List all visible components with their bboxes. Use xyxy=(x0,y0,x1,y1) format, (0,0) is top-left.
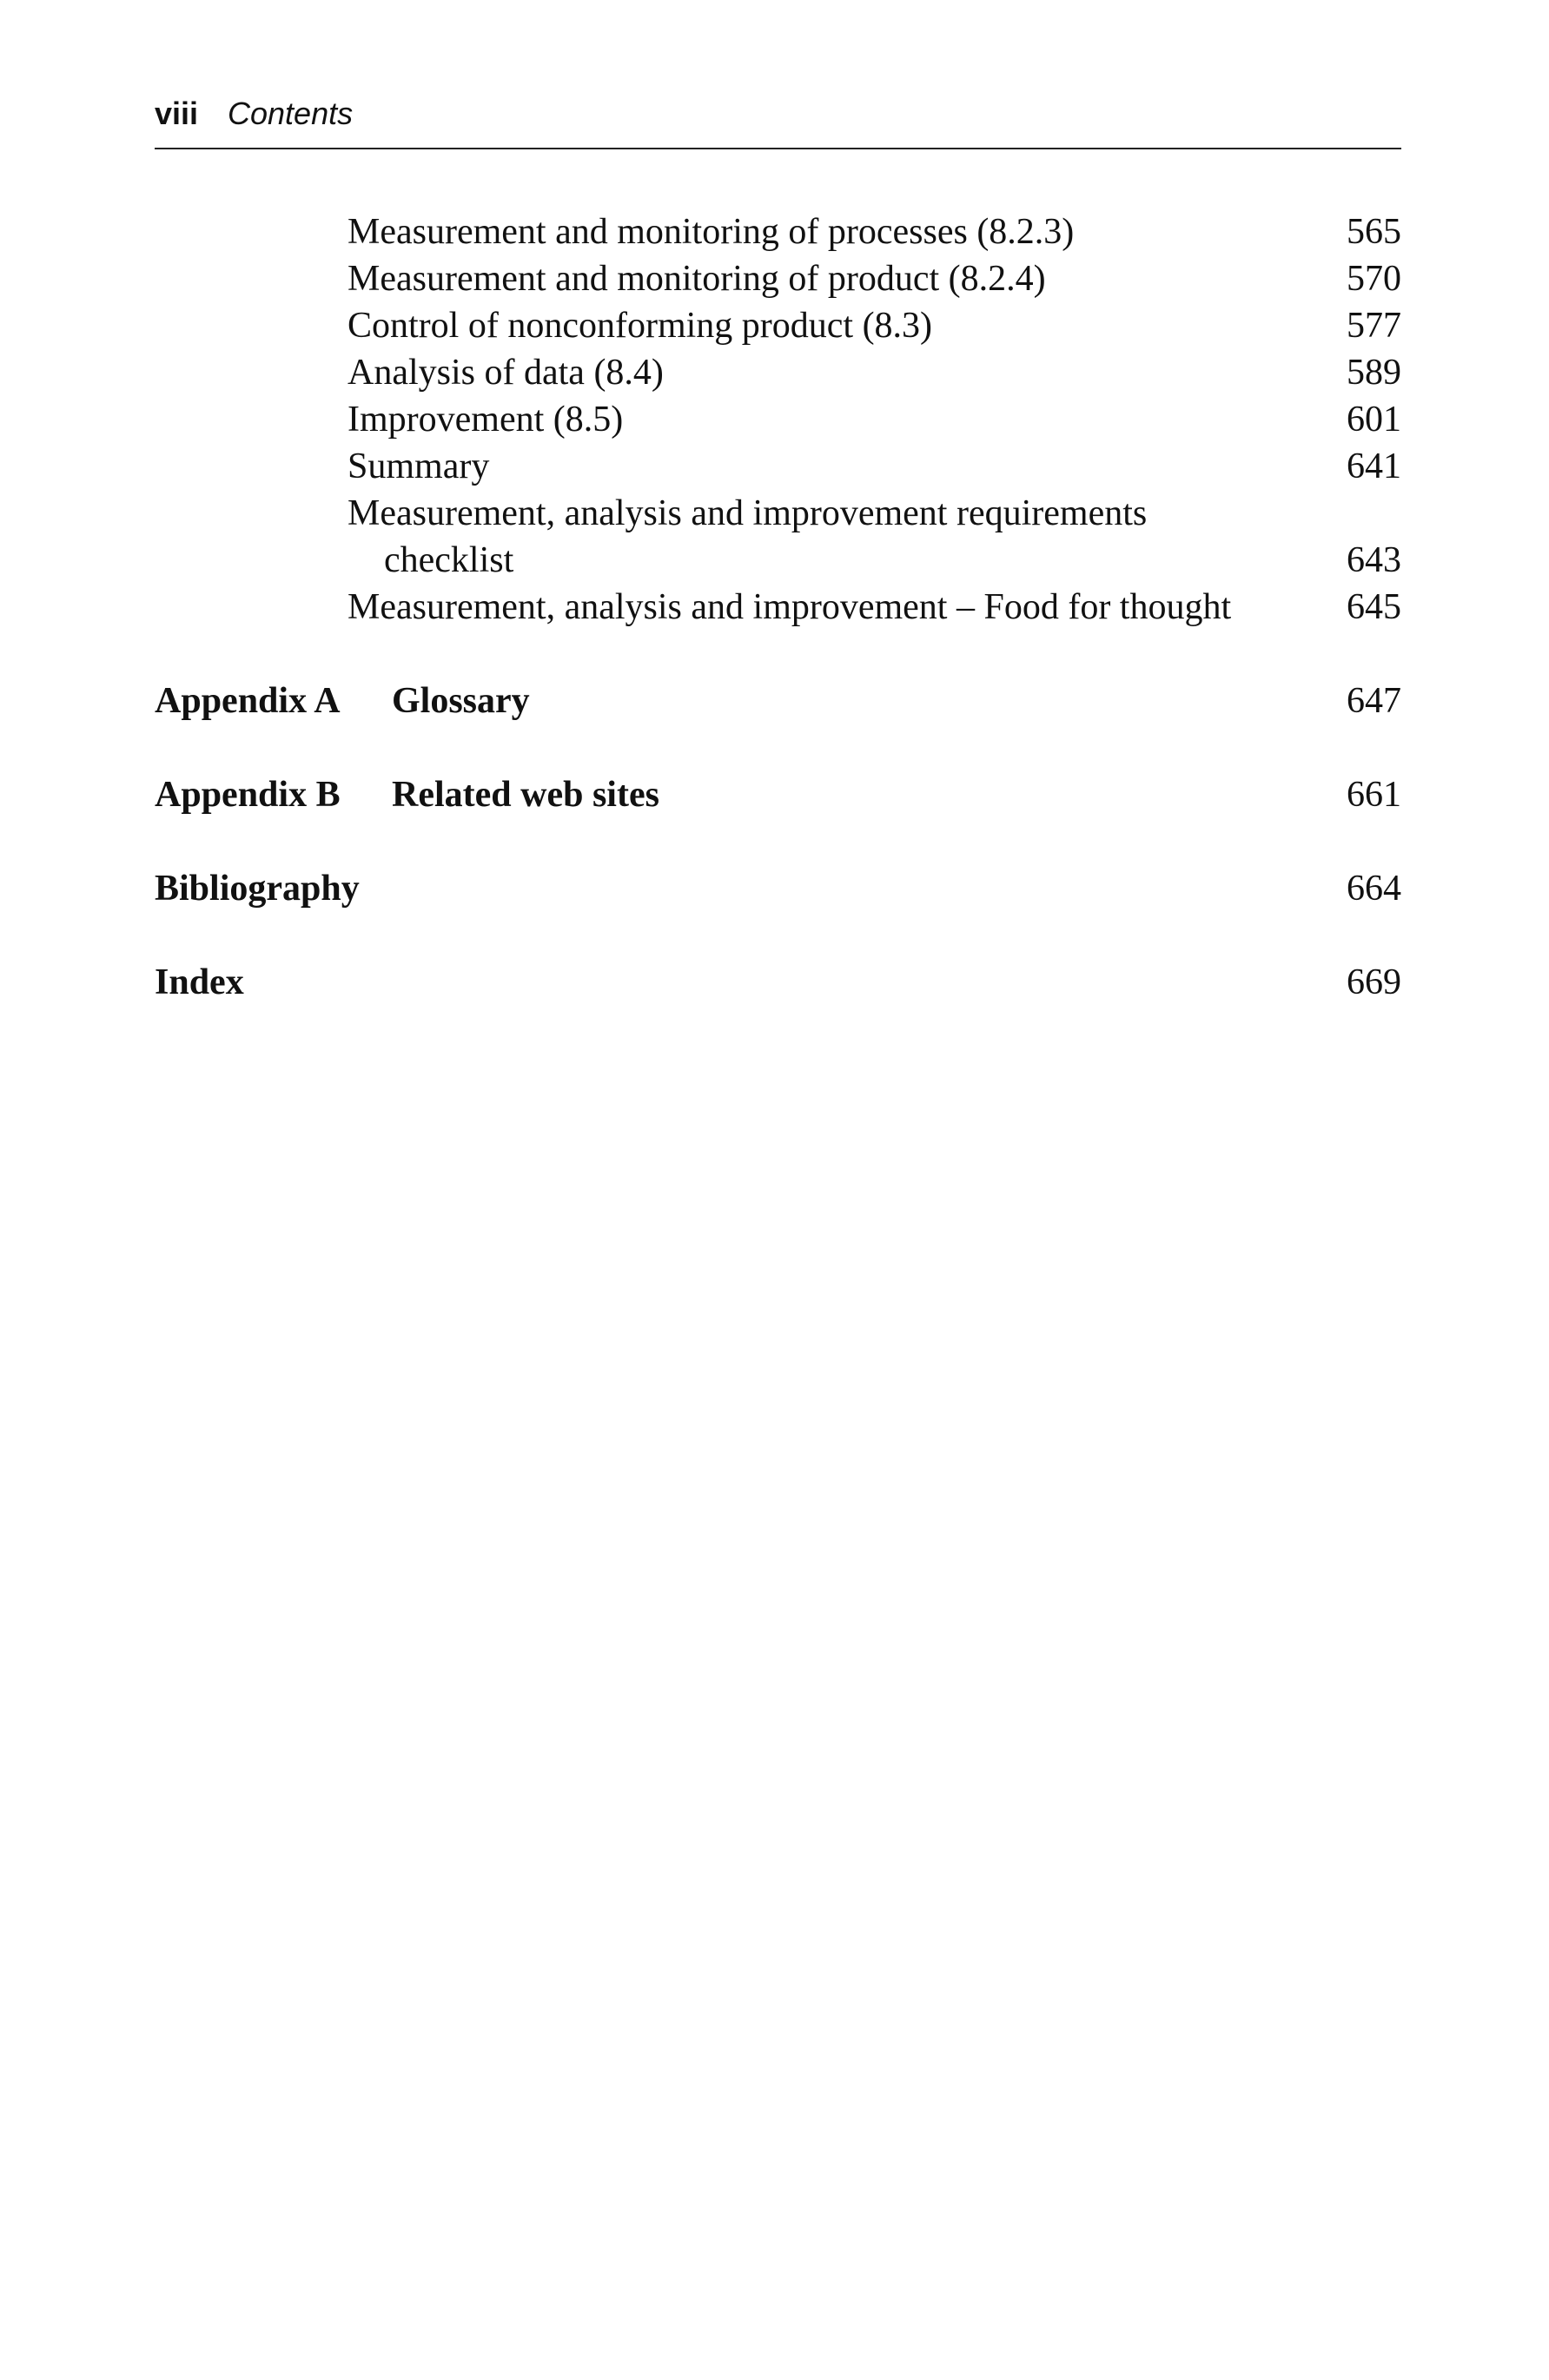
toc-entry-title: Measurement, analysis and improvement requirements xyxy=(348,493,1148,533)
toc-entry[interactable] xyxy=(348,584,1401,631)
toc-entry[interactable] xyxy=(348,302,1401,349)
page-number: viii xyxy=(155,96,199,131)
toc-entry-page: 643 xyxy=(1347,540,1401,580)
toc-entry-page: 577 xyxy=(1347,306,1401,346)
toc-appendix-b[interactable] xyxy=(155,771,1401,818)
bibliography-label: Bibliography xyxy=(155,869,360,909)
index-label: Index xyxy=(155,962,244,1002)
toc-entry-title: Improvement (8.5) xyxy=(348,400,624,440)
running-header xyxy=(155,90,1401,149)
toc-entry-page: 589 xyxy=(1347,353,1401,393)
toc-entry-page: 661 xyxy=(1347,775,1401,815)
toc-appendix-a[interactable] xyxy=(155,678,1401,724)
appendix-title: Glossary xyxy=(392,681,530,721)
toc-index[interactable] xyxy=(155,959,1401,1006)
toc-entry[interactable] xyxy=(348,396,1401,443)
toc-entry[interactable] xyxy=(348,490,1401,537)
toc-entry[interactable] xyxy=(348,349,1401,396)
toc-entry-page: 669 xyxy=(1347,962,1401,1002)
toc-entry-title: Summary xyxy=(348,446,490,486)
toc-entry-title: Measurement and monitoring of processes (8.2.3) xyxy=(348,212,1075,252)
appendix-label: Appendix B xyxy=(155,775,341,815)
toc-entry-page: 645 xyxy=(1347,587,1401,627)
toc-entry[interactable] xyxy=(348,255,1401,302)
appendix-title: Related web sites xyxy=(392,775,659,815)
toc-bibliography[interactable] xyxy=(155,865,1401,912)
toc-entry-title-continued: checklist xyxy=(384,540,514,580)
toc-entry-title: Control of nonconforming product (8.3) xyxy=(348,306,933,346)
toc-entry-continuation[interactable] xyxy=(348,537,1401,584)
toc-entry-page: 641 xyxy=(1347,446,1401,486)
toc-entry-title: Measurement and monitoring of product (8.2.4) xyxy=(348,259,1046,299)
running-title: Contents xyxy=(228,96,354,131)
toc-entry-page: 601 xyxy=(1347,400,1401,440)
toc-entry-page: 565 xyxy=(1347,212,1401,252)
toc-entry-page: 570 xyxy=(1347,259,1401,299)
appendix-label: Appendix A xyxy=(155,681,341,721)
toc-entry-page: 664 xyxy=(1347,869,1401,909)
toc-entry-title: Measurement, analysis and improvement – Food for thought xyxy=(348,587,1232,627)
toc-entry[interactable] xyxy=(348,208,1401,255)
toc-entry-title: Analysis of data (8.4) xyxy=(348,353,664,393)
toc-entry[interactable] xyxy=(348,443,1401,490)
toc-entry-page: 647 xyxy=(1347,681,1401,721)
